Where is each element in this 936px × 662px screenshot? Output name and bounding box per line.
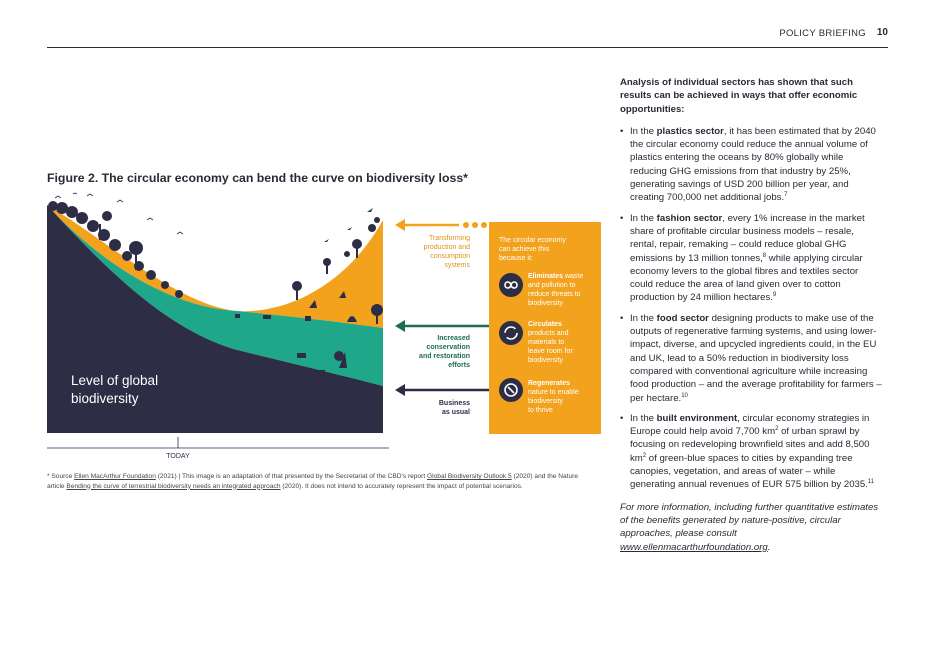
area-label-line2: biodiversity [71,391,139,406]
figure-footnote: * Source Ellen MacArthur Foundation (2021) | This image is an adaptation of that presented by the Secretariat of the CBD's report Global Biodiversity Outlook 5 (2020) and the Nature article Bending the curve of terrestrial biodiversity needs an integrated approach (2020). It does not intend to accurately represent the impact of potential scenarios. [47,473,579,490]
header-label: POLICY BRIEFING [779,28,866,39]
svg-text:and restoration: and restoration [419,353,470,360]
svg-text:Eliminates waste: Eliminates waste [528,273,584,280]
biodiversity-figure [47,190,607,465]
svg-text:consumption: consumption [430,253,470,260]
svg-text:materials to: materials to [528,339,565,346]
svg-text:biodiversity: biodiversity [528,300,564,307]
transform-label [424,235,471,269]
source-link[interactable]: Ellen MacArthur Foundation [74,473,156,480]
business-arrow [395,384,489,396]
svg-text:as usual: as usual [441,409,470,416]
today-label: TODAY [166,453,190,460]
analysis-intro: Analysis of individual sectors has shown that such results can be achieved in ways that offer economic opportunities: [620,77,858,115]
svg-text:Increased: Increased [437,335,470,342]
area-label-line1: Level of global [71,373,159,388]
nature-article-link[interactable]: Bending the curve of terrestrial biodiversity needs an integrated approach [66,482,281,490]
svg-text:Circulates: Circulates [528,321,562,328]
bullet-dot-icon: • [620,412,624,424]
svg-text:because it:: because it: [499,255,533,262]
cycle-arrows-icon [499,321,523,345]
figure-title: Figure 2. The circular economy can bend the curve on biodiversity loss* [47,171,468,185]
bullet-dot-icon: • [620,125,624,137]
bullet-plastics: • In the plastics sector, it has been estimated that by 2040 the circular economy could reduce the annual volume of plastics entering the oceans by 80% globally while reducing GHG emissions from that industry by 25%, generating savings of USD 200 billion per year, and creating 700,000 net additional jobs.$^7$ [620,125,876,204]
conservation-label [419,335,470,369]
svg-text:systems: systems [444,262,470,269]
svg-text:Business: Business [438,400,470,407]
svg-text:biodiversity: biodiversity [528,398,564,405]
gbo5-link[interactable]: Global Biodiversity Outlook 5 [427,473,512,480]
page-header [47,26,888,48]
bullet-food: • In the food sector designing products to make use of the outputs of regenerative farming systems, and using lower-impact, diverse, and upcycled ingredients could, in the EU and UK, lead to a 50% reduction in biodiversity loss compared with conventional agriculture while increasing food production – and the average profitability for farmers – per hectare.$^{10}$ [620,312,882,404]
svg-text:Transforming: Transforming [429,235,470,242]
svg-text:reduce threats to: reduce threats to [528,291,581,298]
svg-text:products and: products and [528,330,569,337]
emf-website-link[interactable]: www.ellenmacarthurfoundation.org [620,541,768,553]
bullet-dot-icon: • [620,312,624,324]
svg-text:The circular economy: The circular economy [499,237,566,244]
svg-text:nature to enable: nature to enable [528,389,579,396]
svg-text:biodiversity: biodiversity [528,357,564,364]
conservation-arrow [395,320,489,332]
svg-text:efforts: efforts [448,362,470,369]
svg-text:production and: production and [423,244,470,251]
bullet-built-environment: • In the built environment, circular economy strategies in Europe could help avoid 7,700 $km^2$ of urban sprawl by focusing on redeveloping brownfield sites and add 8,500 $km^2$ of green-blue spaces to cities by expanding tree canopies, vegetation, and areas of water – while generating annual revenues of EUR 575 billion by 2035.11 [620,412,875,491]
svg-text:to thrive: to thrive [528,407,553,414]
sector-analysis-column [620,76,882,563]
svg-text:and pollution to: and pollution to [528,282,576,289]
transform-arrow [395,219,487,231]
bullet-fashion: • In the fashion sector, every 1% increase in the market share of profitable circular business models – resale, rental, repair, remaking – could reduce global GHG emissions by 13 million tonnes,$^8$ while applying circular economy levers to the global fibres and textiles sector could reduce the area of land given over to cotton production by 24 million hectares.$^9$ [620,212,865,304]
svg-text:leave room for: leave room for [528,348,573,355]
more-information: For more information, including further quantitative estimates of the benefits generated by nature-positive, circular approaches, please consult www.ellenmacarthurfoundation.org. [620,501,879,553]
bullet-dot-icon: • [620,212,624,224]
page-number: 10 [876,27,888,38]
business-label [439,400,470,416]
svg-text:conservation: conservation [426,344,470,351]
svg-text:Regenerates: Regenerates [528,380,571,387]
svg-text:can achieve this: can achieve this [499,246,550,253]
